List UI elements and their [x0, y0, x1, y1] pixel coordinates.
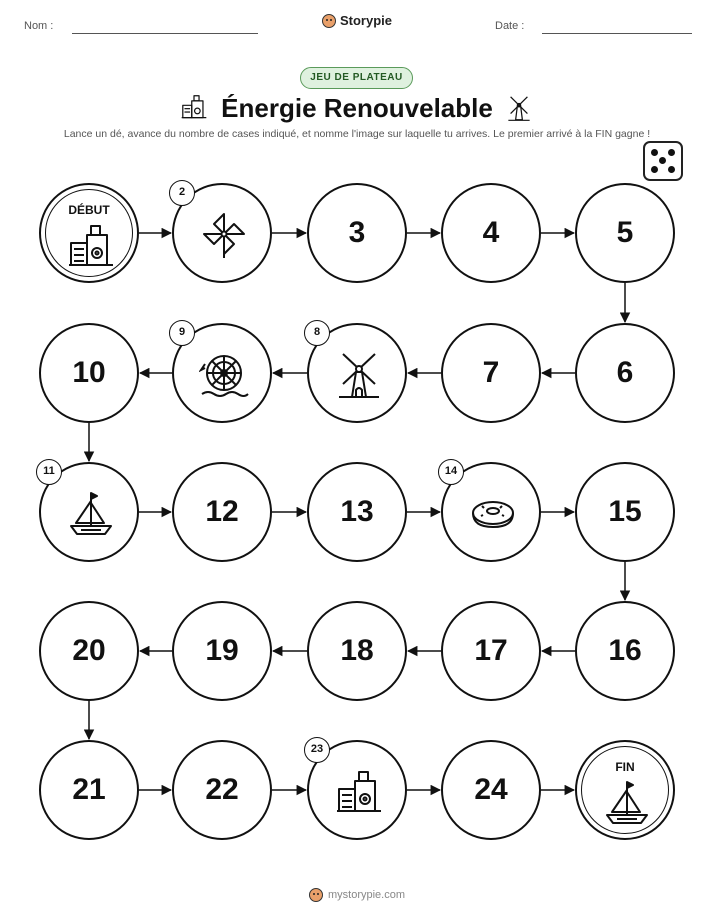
- cell-number: 16: [608, 634, 642, 667]
- cell-number-badge: 14: [438, 459, 464, 485]
- cell-number: 12: [205, 495, 239, 528]
- factory-icon: [66, 221, 116, 271]
- board-cell-19: [172, 601, 272, 701]
- storypie-logo-icon: [309, 888, 323, 902]
- board-cell-20: [39, 601, 139, 701]
- end-label: FIN: [615, 760, 635, 774]
- sailboat-icon: [66, 489, 116, 539]
- cell-number: 3: [348, 216, 366, 249]
- footer: [0, 888, 714, 907]
- board-cell-22: [172, 740, 272, 840]
- board-cell-6: [575, 323, 675, 423]
- cell-number: 5: [616, 216, 634, 249]
- cell-number: 20: [72, 634, 106, 667]
- board-cell-17: [441, 601, 541, 701]
- cell-number: 6: [616, 356, 634, 389]
- board-cell-16: [575, 601, 675, 701]
- windmill-icon: [334, 350, 384, 400]
- cell-number: 21: [72, 773, 106, 806]
- cell-number: 24: [474, 773, 508, 806]
- board-cell-1: [39, 183, 139, 283]
- board-cell-21: [39, 740, 139, 840]
- board-cell-8: [307, 323, 407, 423]
- board-cell-15: [575, 462, 675, 562]
- board-cell-2: [172, 183, 272, 283]
- board-cell-9: [172, 323, 272, 423]
- page-title: Énergie Renouvelable: [221, 93, 493, 123]
- cell-number: 18: [340, 634, 374, 667]
- game-tag: JEU DE PLATEAU: [300, 67, 413, 89]
- name-label: Nom :: [24, 20, 54, 32]
- board-cell-5: [575, 183, 675, 283]
- sailboat-icon: [602, 778, 652, 828]
- factory-icon: [334, 767, 384, 817]
- cell-number: 19: [205, 634, 239, 667]
- date-label: Date :: [495, 20, 525, 32]
- pinwheel-icon: [199, 210, 249, 260]
- board-cell-4: [441, 183, 541, 283]
- cell-number: 13: [340, 495, 374, 528]
- donut-icon: [468, 489, 518, 539]
- board-cell-3: [307, 183, 407, 283]
- board-cell-11: [39, 462, 139, 562]
- brand-name: Storypie: [339, 13, 392, 28]
- cell-number-badge: 9: [169, 320, 195, 346]
- cell-number-badge: 11: [36, 459, 62, 485]
- board-cell-18: [307, 601, 407, 701]
- cell-number: 7: [482, 356, 500, 389]
- cell-number: 10: [72, 356, 106, 389]
- board-cell-13: [307, 462, 407, 562]
- board-cell-10: [39, 323, 139, 423]
- board-cell-12: [172, 462, 272, 562]
- start-label: DÉBUT: [68, 203, 110, 217]
- cell-number: 4: [482, 216, 500, 249]
- board-cell-7: [441, 323, 541, 423]
- cell-number-badge: 23: [304, 737, 330, 763]
- cell-number-badge: 8: [304, 320, 330, 346]
- cell-number: 15: [608, 495, 642, 528]
- board-cell-14: [441, 462, 541, 562]
- cell-number-badge: 2: [169, 180, 195, 206]
- cell-number: 17: [474, 634, 508, 667]
- board-cell-24: [441, 740, 541, 840]
- board-cell-23: [307, 740, 407, 840]
- cell-number: 22: [205, 773, 239, 806]
- instructions: Lance un dé, avance du nombre de cases indiqué, et nomme l'image sur laquelle tu arrives. Le premier arrivé à la FIN gagne !: [63, 128, 651, 140]
- board-cell-25: [575, 740, 675, 840]
- water-wheel-icon: [199, 350, 249, 400]
- footer-url[interactable]: mystorypie.com: [327, 889, 406, 901]
